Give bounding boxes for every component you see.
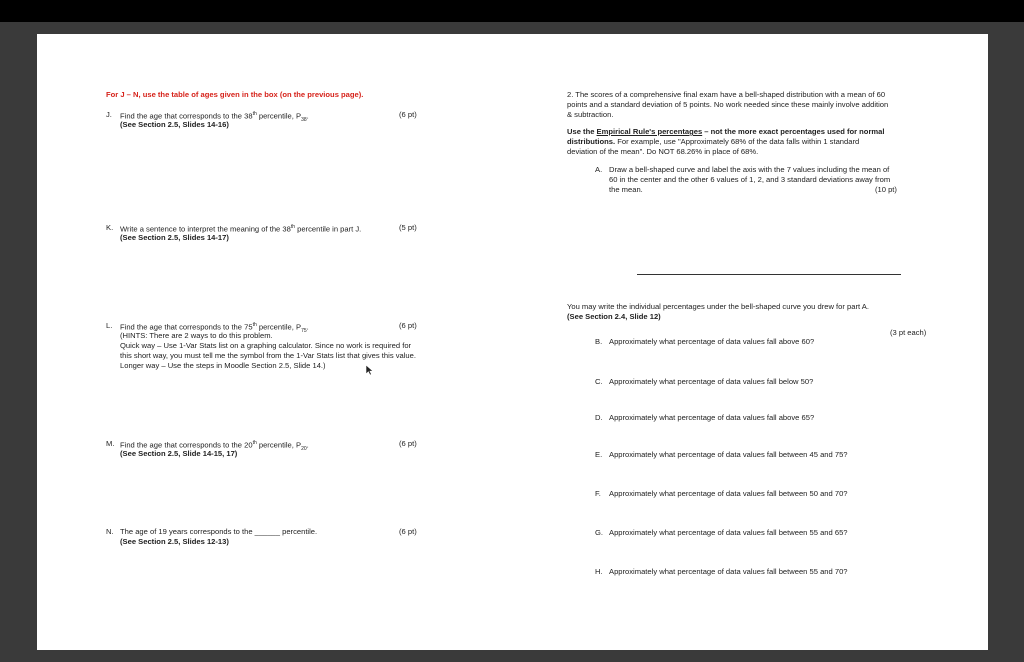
question-2-line-2: points and a standard deviation of 5 points. No work needed since these mainly involve addition bbox=[567, 100, 889, 109]
question-d-letter: D. bbox=[595, 413, 603, 422]
question-k-sup: th bbox=[290, 224, 295, 230]
question-d-text: Approximately what percentage of data values fall above 65? bbox=[609, 413, 815, 422]
empirical-rule-link: Empirical Rule's percentages bbox=[596, 127, 703, 136]
top-bar bbox=[0, 0, 1024, 22]
question-l-points: (6 pt) bbox=[399, 321, 417, 330]
question-j-letter: J. bbox=[106, 110, 112, 119]
empirical-rule-note-a: Use the bbox=[567, 127, 597, 136]
empirical-rule-note-2-bold: distributions. bbox=[567, 137, 616, 146]
document-page bbox=[37, 34, 988, 650]
question-h-letter: H. bbox=[595, 567, 603, 576]
empirical-rule-note-3: deviation of the mean". Do NOT 68.26% in place of 68%. bbox=[567, 147, 759, 156]
question-2-line-1: 2. The scores of a comprehensive final exam have a bell-shaped distribution with a mean of 60 bbox=[567, 90, 886, 99]
question-m-points: (6 pt) bbox=[399, 439, 417, 448]
question-k-points: (5 pt) bbox=[399, 223, 417, 232]
question-m-sup: th bbox=[252, 440, 257, 446]
percentages-ref: (See Section 2.4, Slide 12) bbox=[567, 312, 661, 321]
empirical-rule-note-1 bbox=[567, 127, 885, 137]
question-g-letter: G. bbox=[595, 528, 604, 537]
question-a-letter: A. bbox=[595, 165, 603, 174]
question-k-line-b: percentile in part J. bbox=[295, 224, 362, 234]
question-n-letter: N. bbox=[106, 527, 114, 536]
question-j-sub: 38 bbox=[301, 117, 307, 124]
empirical-rule-note-2-rest: For example, use "Approximately 68% of the data falls within 1 standard bbox=[615, 137, 860, 146]
question-m-sub: 20 bbox=[301, 446, 307, 453]
question-m-ref: (See Section 2.5, Slide 14-15, 17) bbox=[120, 449, 238, 458]
empirical-rule-note-2 bbox=[567, 137, 859, 147]
percentages-note: You may write the individual percentages under the bell-shaped curve you drew for part A. bbox=[567, 302, 869, 311]
question-f-text: Approximately what percentage of data values fall between 50 and 70? bbox=[609, 489, 848, 498]
question-j-sup: th bbox=[252, 111, 257, 117]
question-l-hint-1: (HINTS: There are 2 ways to do this problem. bbox=[120, 331, 273, 340]
question-n-ref: (See Section 2.5, Slides 12-13) bbox=[120, 537, 229, 546]
question-2-line-3: & subtraction. bbox=[567, 110, 614, 119]
question-j-line-b: percentile, P bbox=[256, 111, 302, 121]
question-j-ref: (See Section 2.5, Slides 14-16) bbox=[120, 120, 229, 129]
question-c-letter: C. bbox=[595, 377, 603, 386]
question-l-line-c: . bbox=[306, 322, 309, 332]
question-l-sup: th bbox=[252, 322, 257, 328]
question-f-letter: F. bbox=[595, 489, 601, 498]
question-l-line-b: percentile, P bbox=[256, 322, 302, 332]
question-l-line: Find the age that corresponds to the 75 bbox=[120, 322, 253, 332]
question-m-line-c: . bbox=[306, 440, 309, 450]
question-e-text: Approximately what percentage of data values fall between 45 and 75? bbox=[609, 450, 848, 459]
question-j-line-c: . bbox=[306, 111, 309, 121]
question-l-letter: L. bbox=[106, 321, 113, 330]
question-a-line-2: 60 in the center and the other 6 values of 1, 2, and 3 standard deviations away from bbox=[609, 175, 891, 184]
question-b-letter: B. bbox=[595, 337, 603, 346]
question-j-points: (6 pt) bbox=[399, 110, 417, 119]
question-j-line: Find the age that corresponds to the 38 bbox=[120, 111, 253, 121]
question-m-line: Find the age that corresponds to the 20 bbox=[120, 440, 253, 450]
question-k-ref: (See Section 2.5, Slides 14-17) bbox=[120, 233, 229, 242]
question-a-line-1: Draw a bell-shaped curve and label the axis with the 7 values including the mean of bbox=[609, 165, 890, 174]
question-h-text: Approximately what percentage of data values fall between 55 and 70? bbox=[609, 567, 848, 576]
question-k-line: Write a sentence to interpret the meaning of the 38 bbox=[120, 224, 291, 234]
question-m-line-b: percentile, P bbox=[256, 440, 302, 450]
mouse-pointer-icon bbox=[365, 364, 374, 376]
question-a-line-3: the mean. bbox=[609, 185, 643, 194]
question-l-sub: 75 bbox=[301, 328, 307, 335]
question-l-hint-3: this short way, you must tell me the symbol from the 1-Var Stats list that gives this value. bbox=[120, 351, 416, 360]
question-k-letter: K. bbox=[106, 223, 114, 232]
question-l-hint-2: Quick way – Use 1-Var Stats list on a graphing calculator. Since no work is required for bbox=[120, 341, 412, 350]
question-c-text: Approximately what percentage of data values fall below 50? bbox=[609, 377, 814, 386]
each-item-points: (3 pt each) bbox=[890, 328, 927, 337]
question-g-text: Approximately what percentage of data values fall between 55 and 65? bbox=[609, 528, 848, 537]
question-n-points: (6 pt) bbox=[399, 527, 417, 536]
question-l-hint-4: Longer way – Use the steps in Moodle Section 2.5, Slide 14.) bbox=[120, 361, 326, 370]
question-n-text: The age of 19 years corresponds to the ______ percentile. bbox=[120, 527, 318, 536]
answer-line bbox=[637, 274, 901, 275]
question-m-letter: M. bbox=[106, 439, 115, 448]
empirical-rule-note-b: – not the more exact percentages used for normal bbox=[702, 127, 885, 136]
question-a-points: (10 pt) bbox=[875, 185, 897, 194]
question-b-text: Approximately what percentage of data values fall above 60? bbox=[609, 337, 815, 346]
instructions-intro: For J – N, use the table of ages given in the box (on the previous page). bbox=[106, 90, 364, 99]
question-e-letter: E. bbox=[595, 450, 603, 459]
